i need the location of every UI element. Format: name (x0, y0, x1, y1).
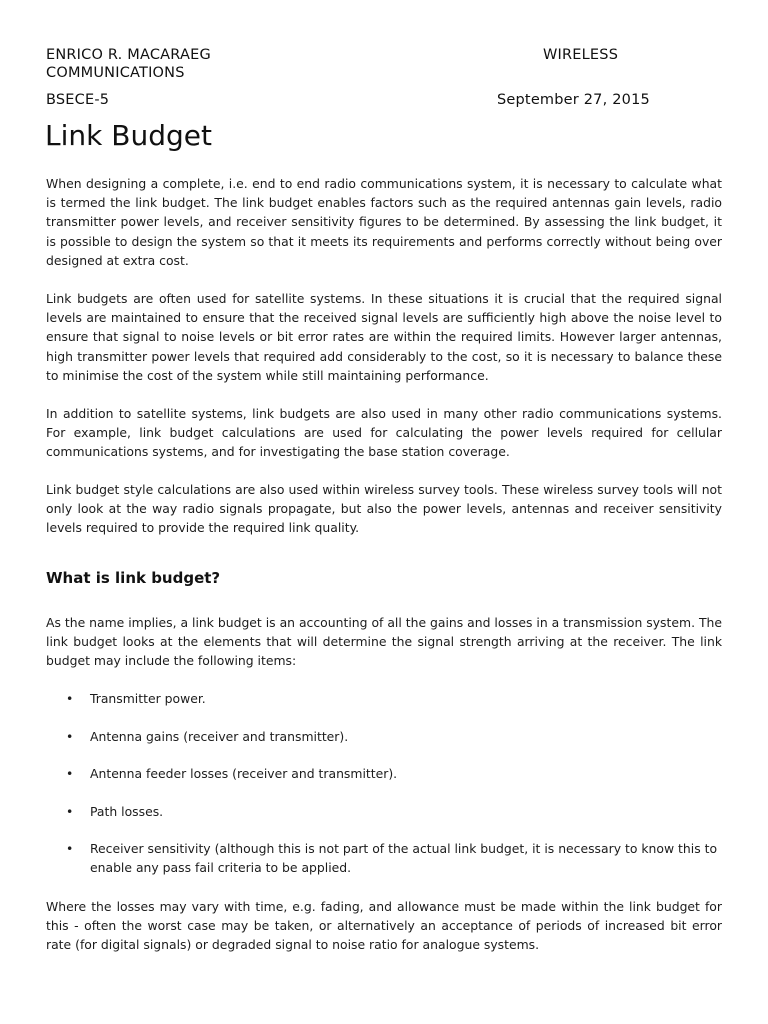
intro-paragraph: As the name implies, a link budget is an accounting of all the gains and losses in a transmission system. The link budget looks at the elements that will determine the signal strength arriving at the receiver. The link budget may include the following items: (46, 615, 722, 669)
closing-paragraph: Where the losses may vary with time, e.g. fading, and allowance must be made within the link budget for this - often the worst case may be taken, or alternatively an acceptance of periods of increased bit error rate (for digital signals) or degraded signal to noise ratio for analogue systems. (46, 899, 722, 953)
author-name: ENRICO R. MACARAEG (46, 47, 211, 63)
section-label: BSECE-5 (46, 92, 110, 108)
bullet-icon: • (66, 841, 74, 856)
paragraph: When designing a complete, i.e. end to end radio communications system, it is necessary to calculate what is termed the link budget. The link budget enables factors such as the required antennas gain levels, radio transmitter power levels, and receiver sensitivity figures to be determined. By assessing the link budget, it is possible to design the system so that it meets its requirements and performs correctly without being over designed at extra cost. (46, 176, 722, 268)
bullet-icon: • (66, 766, 74, 781)
bullet-icon: • (66, 729, 74, 744)
list-item-text: Receiver sensitivity (although this is not part of the actual link budget, it is necessary to know this to enable any pass fail criteria to be applied. (90, 841, 718, 876)
date-label: September 27, 2015 (497, 92, 650, 108)
paragraph: In addition to satellite systems, link budgets are also used in many other radio communications systems. For example, link budget calculations are used for calculating the power levels required for cellular communications systems, and for investigating the base station coverage. (46, 406, 722, 460)
list-item-text: Antenna feeder losses (receiver and transmitter). (90, 766, 398, 781)
document-title: Link Budget (45, 119, 212, 152)
list-item-text: Transmitter power. (90, 691, 206, 706)
paragraph: Link budget style calculations are also used within wireless survey tools. These wireless survey tools will not only look at the way radio signals propagate, but also the power levels, antennas and receiver sensitivity levels required to provide the required link quality. (46, 482, 722, 536)
list-item-text: Path losses. (90, 804, 164, 819)
bullet-icon: • (66, 804, 74, 819)
bullet-icon: • (66, 691, 74, 706)
paragraph: Link budgets are often used for satellite systems. In these situations it is crucial that the required signal levels are maintained to ensure that the received signal levels are sufficiently high above the noise level to ensure that signal to noise levels or bit error rates are within the required limits. However larger antennas, high transmitter power levels that required add considerably to the cost, so it is necessary to balance these to minimise the cost of the system while still maintaining performance. (46, 291, 722, 383)
course-title-line1: WIRELESS (543, 47, 619, 63)
list-item-text: Antenna gains (receiver and transmitter). (90, 729, 349, 744)
list-item (46, 839, 722, 879)
course-title-line2: COMMUNICATIONS (46, 65, 185, 81)
section-heading: What is link budget? (46, 569, 221, 587)
